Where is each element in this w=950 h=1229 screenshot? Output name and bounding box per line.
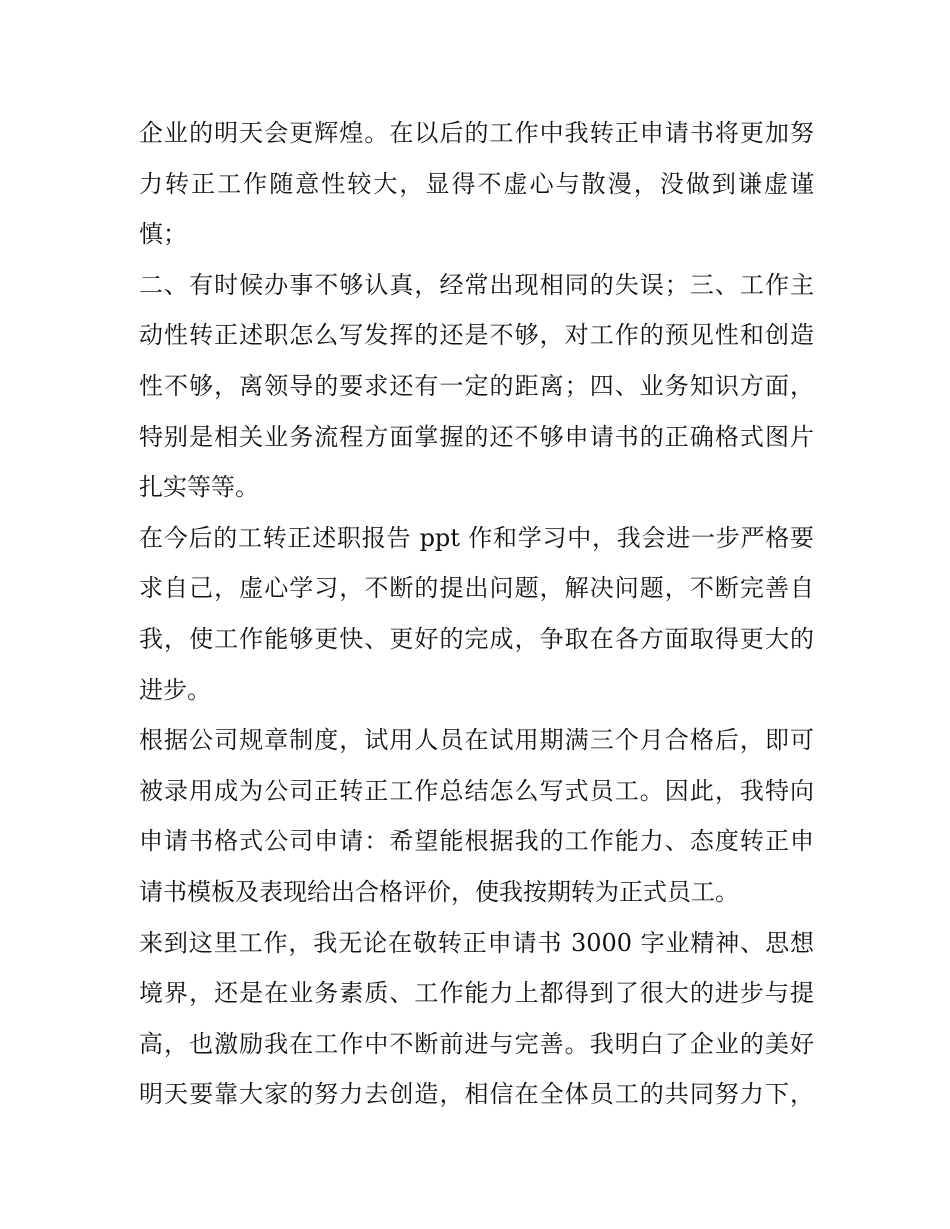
- text-line: 性不够，离领导的要求还有一定的距离；四、业务知识方面，: [139, 371, 814, 400]
- text-line: 扎实等等。: [139, 473, 259, 502]
- text-line: 被录用成为公司正转正工作总结怎么写式员工。因此，我特向: [139, 776, 814, 805]
- text-line: 进步。: [139, 675, 211, 704]
- text-line: 申请书格式公司申请：希望能根据我的工作能力、态度转正申: [139, 827, 814, 856]
- text-line: 高，也激励我在工作中不断前进与完善。我明白了企业的美好: [139, 1029, 814, 1058]
- text-line: 请书模板及表现给出合格评价，使我按期转为正式员工。: [139, 877, 739, 906]
- text-line: 企业的明天会更辉煌。在以后的工作中我转正申请书将更加努: [139, 119, 814, 147]
- text-line: 特别是相关业务流程方面掌握的还不够申请书的正确格式图片: [139, 422, 814, 451]
- text-line: 根据公司规章制度，试用人员在试用期满三个月合格后，即可: [139, 726, 814, 755]
- text-line: 二、有时候办事不够认真，经常出现相同的失误；三、工作主: [139, 270, 814, 299]
- text-line: 来到这里工作，我无论在敬转正申请书 3000 字业精神、思想: [139, 928, 814, 957]
- text-line: 境界，还是在业务素质、工作能力上都得到了很大的进步与提: [139, 979, 814, 1008]
- text-line: 慎；: [139, 220, 187, 249]
- text-line: 求自己，虚心学习，不断的提出问题，解决问题，不断完善自: [139, 574, 814, 603]
- document-body: [139, 108, 814, 1120]
- text-line: 明天要靠大家的努力去创造，相信在全体员工的共同努力下，: [139, 1080, 814, 1109]
- text-line: 力转正工作随意性较大，显得不虚心与散漫，没做到谦虚谨: [139, 169, 814, 198]
- text-line: 在今后的工转正述职报告 ppt 作和学习中，我会进一步严格要: [139, 523, 814, 552]
- text-line: 我，使工作能够更快、更好的完成，争取在各方面取得更大的: [139, 624, 814, 653]
- text-line: 动性转正述职怎么写发挥的还是不够，对工作的预见性和创造: [139, 321, 814, 350]
